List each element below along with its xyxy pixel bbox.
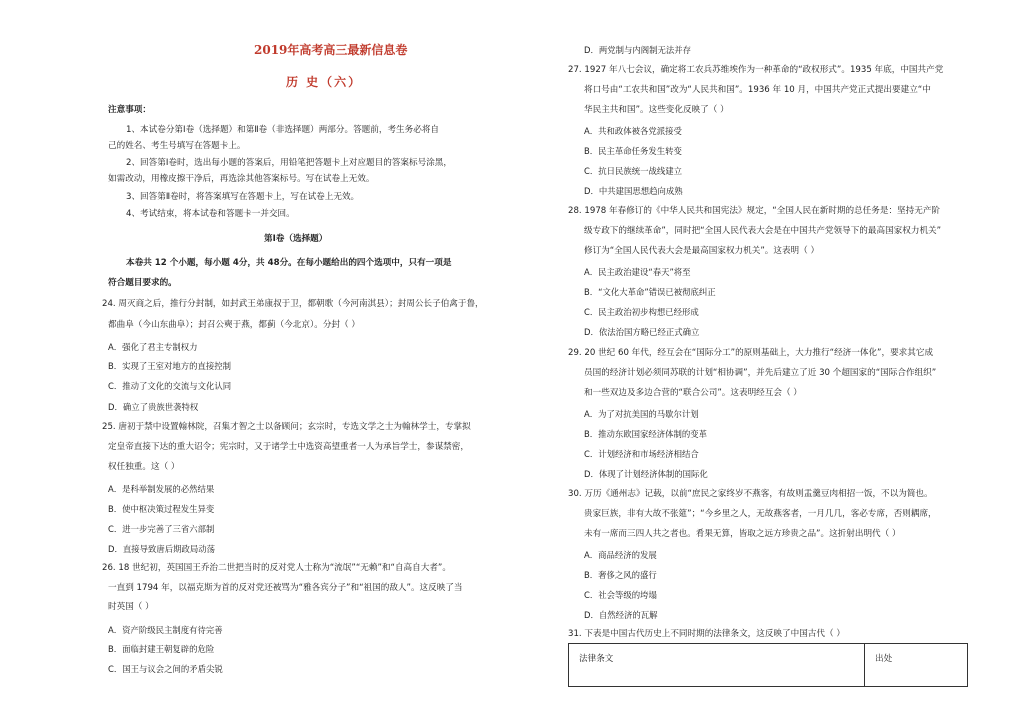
notes-line: 2、回答第Ⅰ卷时，选出每小题的答案后，用铅笔把答题卡上对应题目的答案标号涂黑， bbox=[126, 158, 452, 168]
question-30-stem: 30. 万历《通州志》记载，以前“庶民之家终岁不燕客，有故则盂羹豆肉相招一饭，不以为简也。 bbox=[568, 489, 933, 499]
question-30-option-b: B．奢侈之风的盛行 bbox=[584, 570, 657, 580]
question-26-stem: 一直到 1794 年，以福克斯为首的反对党还被骂为“雅各宾分子”和“祖国的敌人”。这反映了当 bbox=[108, 583, 463, 593]
question-29-option-b: B．推动东欧国家经济体制的变革 bbox=[584, 429, 707, 439]
question-24-option-a: A．强化了君主专制权力 bbox=[108, 342, 198, 352]
notes-line: 如需改动，用橡皮擦干净后，再选涂其他答案标号。写在试卷上无效。 bbox=[108, 174, 375, 184]
law-table bbox=[568, 643, 968, 687]
notes-heading: 注意事项： bbox=[108, 105, 151, 115]
question-28-stem: 级专政下的继续革命”，同时把“全国人民代表大会是在中国共产党领导下的最高国家权力机关” bbox=[584, 226, 942, 236]
notes-line: 4、考试结束，将本试卷和答题卡一并交回。 bbox=[126, 209, 295, 219]
question-24-option-b: B．实现了王室对地方的直接控制 bbox=[108, 361, 231, 371]
question-30-option-c: C．社会等级的垮塌 bbox=[584, 590, 657, 600]
notes-line: 1、本试卷分第Ⅰ卷（选择题）和第Ⅱ卷（非选择题）两部分。答题前，考生务必将自 bbox=[126, 125, 440, 135]
question-25-stem: 权任独重。这（ ） bbox=[108, 462, 180, 472]
table-row bbox=[569, 644, 968, 687]
notes-line: 3、回答第Ⅱ卷时，将答案填写在答题卡上，写在试卷上无效。 bbox=[126, 192, 360, 202]
question-27-option-a: A．共和政体被各党派接受 bbox=[584, 126, 682, 136]
question-24-stem: 都曲阜（今山东曲阜）；封召公奭于燕，都蓟（今北京）。分封（ ） bbox=[108, 320, 360, 330]
question-30-option-d: D．自然经济的瓦解 bbox=[584, 610, 658, 620]
question-31-stem: 31. 下表是中国古代历史上不同时期的法律条文，这反映了中国古代（ ） bbox=[568, 629, 845, 639]
question-28-option-a: A．民主政治建设“春天”将至 bbox=[584, 267, 691, 277]
table-header-cell: 出处 bbox=[865, 644, 968, 687]
question-29-stem: 员国的经济计划必须同苏联的计划“相协调”，并先后建立了近 30 个超国家的“国际合作组织” bbox=[584, 368, 937, 378]
question-24-stem: 24. 周灭商之后，推行分封制，如封武王弟康叔于卫，都朝歌（今河南淇县）；封周公长子伯禽于鲁， bbox=[102, 299, 484, 309]
notes-line: 己的姓名、考生号填写在答题卡上。 bbox=[108, 141, 246, 151]
question-27-stem: 华民主共和国”。这些变化反映了（ ） bbox=[584, 105, 729, 115]
section-heading: 第Ⅰ卷（选择题） bbox=[264, 234, 328, 244]
question-26-option-d: D．两党制与内阁制无法并存 bbox=[584, 45, 691, 55]
question-29-option-a: A．为了对抗美国的马歇尔计划 bbox=[584, 409, 699, 419]
question-26-option-b: B．面临封建王朝复辟的危险 bbox=[108, 644, 215, 654]
question-25-stem: 25. 唐初于禁中设置翰林院，召集才智之士以备顾问；玄宗时，专选文学之士为翰林学士，专掌拟 bbox=[102, 422, 471, 432]
question-27-stem: 27. 1927 年八七会议，确定将工农兵苏维埃作为一种革命的“政权形式”。1935 年底，中国共产党 bbox=[568, 65, 944, 75]
question-28-stem: 28. 1978 年春修订的《中华人民共和国宪法》规定，“全国人民在新时期的总任务是：坚持无产阶 bbox=[568, 206, 941, 216]
question-28-option-d: D．依法治国方略已经正式确立 bbox=[584, 327, 700, 337]
table-header-cell: 法律条文 bbox=[569, 644, 865, 687]
question-26-option-c: C．国王与议会之间的矛盾尖锐 bbox=[108, 664, 223, 674]
question-25-option-c: C．进一步完善了三省六部制 bbox=[108, 524, 215, 534]
exam-title: 2019年高考高三最新信息卷 bbox=[254, 43, 408, 57]
question-25-option-b: B．使中枢决策过程发生异变 bbox=[108, 504, 215, 514]
question-27-stem: 将口号由“工农共和国”改为“人民共和国”。1936 年 10 月，中国共产党正式提出要建立“中 bbox=[584, 85, 931, 95]
question-29-stem: 和一些双边及多边合营的“联合公司”。这表明经互会（ ） bbox=[584, 388, 802, 398]
question-24-option-d: D．确立了贵族世袭特权 bbox=[108, 402, 199, 412]
question-27-option-c: C．抗日民族统一战线建立 bbox=[584, 166, 682, 176]
question-30-stem: 贵家巨族，非有大故不张筵”；“今乡里之人，无故燕客者，一月几几，客必专席，否则耦席， bbox=[584, 509, 937, 519]
question-28-option-c: C．民主政治初步构想已经形成 bbox=[584, 307, 699, 317]
question-25-option-d: D．直接导致唐后期政局动荡 bbox=[108, 544, 215, 554]
question-29-option-c: C．计划经济和市场经济相结合 bbox=[584, 449, 699, 459]
question-28-stem: 修订为“全国人民代表大会是最高国家权力机关”。这表明（ ） bbox=[584, 246, 820, 256]
question-29-stem: 29. 20 世纪 60 年代，经互会在“国际分工”的原则基础上，大力推行“经济一体化”，要求其它成 bbox=[568, 348, 934, 358]
question-30-option-a: A．商品经济的发展 bbox=[584, 550, 657, 560]
question-27-option-d: D．中共建国思想趋向成熟 bbox=[584, 186, 683, 196]
question-25-option-a: A．是科举制发展的必然结果 bbox=[108, 484, 215, 494]
exam-subtitle: 历 史（六） bbox=[286, 75, 363, 89]
section-intro: 本卷共 12 个小题，每小题 4分，共 48分。在每小题给出的四个选项中，只有一项是 bbox=[126, 258, 452, 268]
question-27-option-b: B．民主革命任务发生转变 bbox=[584, 146, 682, 156]
question-29-option-d: D．体现了计划经济体制的国际化 bbox=[584, 469, 708, 479]
section-intro: 符合题目要求的。 bbox=[108, 278, 177, 288]
question-26-option-a: A．资产阶级民主制度有待完善 bbox=[108, 625, 223, 635]
question-26-stem: 时英国（ ） bbox=[108, 602, 154, 612]
question-25-stem: 定皇帝直接下达的重大诏令；宪宗时，又于诸学士中选资高望重者一人为承旨学士，参谋禁密， bbox=[108, 442, 469, 452]
question-30-stem: 未有一席而三四人共之者也。肴果无算，皆取之远方珍贵之品”。这折射出明代（ ） bbox=[584, 529, 901, 539]
question-24-option-c: C．推动了文化的交流与文化认同 bbox=[108, 381, 232, 391]
question-28-option-b: B．“文化大革命”错误已被彻底纠正 bbox=[584, 287, 716, 297]
question-26-stem: 26. 18 世纪初，英国国王乔治二世把当时的反对党人士称为“流氓”“无赖”和“自高自大者”。 bbox=[102, 563, 451, 573]
